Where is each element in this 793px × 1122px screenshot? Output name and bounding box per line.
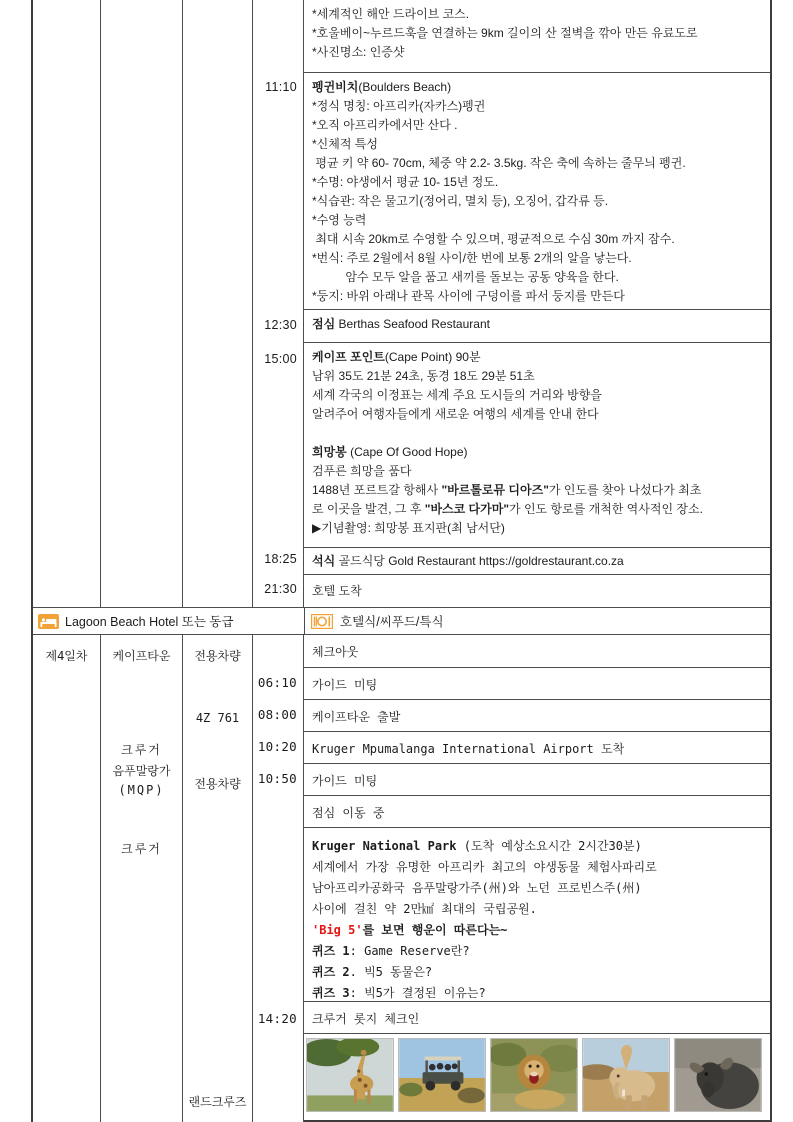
penguin-line: 암수 모두 알을 품고 새끼를 돌보는 공동 양육을 한다. — [312, 270, 619, 284]
guide-meeting-line-2: 가이드 미팅 — [312, 774, 378, 788]
penguin-line: 최대 시속 20km로 수영할 수 있으며, 평균적으로 수심 30m 까지 잠수. — [312, 232, 675, 246]
photo-spot-note: ▶기념촬영: 희망봉 표지판(최 남서단) — [312, 521, 505, 535]
safari-vehicle-photo — [398, 1038, 486, 1112]
kruger-line: 세계에서 가장 유명한 아프리카 최고의 야생동물 체험사파리로 — [312, 860, 657, 874]
hotel-arrival-cell — [304, 575, 770, 607]
dinner-line: 석식 골드식당 Gold Restaurant https://goldrestaurant.co.za — [312, 554, 624, 568]
capetown-departure-cell — [304, 700, 770, 732]
good-hope-subtitle: 검푸른 희망을 품다 — [312, 464, 412, 478]
quiz-3: 퀴즈 3: 빅5가 결정된 이유는? — [312, 986, 486, 1000]
penguin-line: *오직 아프리카에서만 산다 . — [312, 118, 458, 132]
day3-description-column — [304, 0, 770, 607]
flight-number: 4Z 761 — [195, 711, 240, 725]
day3-section — [33, 0, 770, 607]
departure-line: 케이프타운 출발 — [312, 710, 401, 724]
kruger-line: 남아프리카공화국 음푸말랑가주(州)와 노던 프로빈스주(州) — [312, 881, 642, 895]
vehicle-private-2: 전용차량 — [194, 777, 241, 791]
day4-description-column — [304, 635, 770, 1122]
loc-mpumalanga: 음푸말랑가 — [112, 764, 171, 778]
day3-time-column — [253, 0, 304, 607]
day3-vehicle-cell — [183, 0, 253, 607]
lunch-transit-line: 점심 이동 중 — [312, 806, 385, 820]
meal-plan: 호텔식/씨푸드/특식 — [340, 615, 444, 629]
cape-point-cell — [304, 343, 770, 548]
penguin-title: 펭귄비치(Boulders Beach) — [312, 80, 452, 94]
penguin-line: *수명: 야생에서 평균 10- 15년 정도. — [312, 175, 499, 189]
loc-mqp-code: (MQP) — [118, 783, 165, 797]
time-2130: 21:30 — [264, 582, 297, 596]
time-1110: 11:10 — [265, 80, 297, 94]
time-1500: 15:00 — [264, 352, 297, 366]
airport-arrival-cell — [304, 732, 770, 764]
hotel-name: Lagoon Beach Hotel 또는 동급 — [65, 615, 234, 629]
loc-kruger-2: 크루거 — [121, 842, 162, 856]
guide-meeting-cell-2 — [304, 764, 770, 796]
penguin-line: 평균 키 약 60- 70cm, 체중 약 2.2- 3.5kg. 작은 축에 속하는 줄무늬 펭귄. — [312, 156, 686, 170]
kruger-park-cell — [304, 828, 770, 1002]
lunch-cell — [304, 310, 770, 343]
cape-line: 남위 35도 21분 24초, 동경 18도 29분 51초 — [312, 369, 535, 383]
day3-day-cell — [33, 0, 101, 607]
photo-strip — [304, 1034, 770, 1112]
hotel-arrival-line: 호텔 도착 — [312, 584, 362, 598]
bed-icon — [38, 614, 59, 629]
lodge-checkin-line: 크루거 롯지 체크인 — [312, 1012, 420, 1026]
lion-photo — [490, 1038, 578, 1112]
spacer — [312, 424, 764, 443]
day4-vehicle-column — [183, 635, 253, 1122]
checkout-line: 체크아웃 — [312, 645, 359, 659]
boulders-beach-cell — [304, 73, 770, 310]
drive-line-2: *호울베이~누르드훅을 연결하는 9km 길이의 산 절벽을 깎아 만든 유료도로 — [312, 26, 698, 40]
quiz-2: 퀴즈 2. 빅5 동물은? — [312, 965, 433, 979]
kruger-line: 사이에 걸친 약 2만㎢ 최대의 국립공원. — [312, 902, 537, 916]
giraffe-photo — [306, 1038, 394, 1112]
cape-line: 세계 각국의 이정표는 세계 주요 도시들의 거리와 방향을 — [312, 388, 602, 402]
diaz-line: 1488년 포르트갈 항해사 "바르톨로뮤 디아즈"가 인도를 찾아 나섰다가 최초 — [312, 483, 702, 497]
vehicle-landcruiser: 랜드크루즈 — [188, 1095, 247, 1109]
big5-line: 'Big 5'를 보면 행운이 따른다는~ — [312, 923, 508, 937]
time-1230: 12:30 — [264, 318, 297, 332]
itinerary-table — [31, 0, 772, 1122]
drive-line-1: *세계적인 해안 드라이브 코스. — [312, 7, 470, 21]
penguin-line: *수영 능력 — [312, 213, 367, 227]
drive-line-3: *사진명소: 인증샷 — [312, 45, 405, 59]
hotel-meal-row — [33, 607, 770, 635]
cape-point-title: 케이프 포인트(Cape Point) 90분 — [312, 350, 481, 364]
day4-day-cell — [33, 635, 101, 1122]
penguin-line: *신체적 특성 — [312, 137, 378, 151]
time-1050: 10:50 — [257, 771, 297, 786]
day4-time-column — [253, 635, 304, 1122]
wildlife-photos-cell — [304, 1034, 770, 1122]
day4-section — [33, 635, 770, 1122]
penguin-line: *식습관: 작은 물고기(정어리, 멸치 등), 오징어, 갑각류 등. — [312, 194, 609, 208]
time-1825: 18:25 — [264, 552, 297, 566]
cape-line: 알려주어 여행자들에게 새로운 여행의 세계를 안내 한다 — [312, 407, 599, 421]
guide-meeting-line: 가이드 미팅 — [312, 678, 378, 692]
time-0610: 06:10 — [257, 675, 297, 690]
day4-label: 제4일차 — [45, 649, 88, 663]
penguin-line: *정식 명칭: 아프리카(자카스)펭귄 — [312, 99, 486, 113]
guide-meeting-cell-1 — [304, 668, 770, 700]
lunch-line: 점심 Berthas Seafood Restaurant — [312, 317, 490, 331]
hotel-cell — [33, 608, 305, 634]
loc-kruger: 크루거 — [121, 743, 162, 757]
checkout-cell — [304, 635, 770, 668]
buffalo-photo — [674, 1038, 762, 1112]
penguin-line: *번식: 주로 2월에서 8월 사이/한 번에 보통 2개의 알을 낳는다. — [312, 251, 632, 265]
time-1420: 14:20 — [257, 1011, 297, 1026]
elephant-photo — [582, 1038, 670, 1112]
kruger-title: Kruger National Park (도착 예상소요시간 2시간30분) — [312, 839, 642, 853]
quiz-1: 퀴즈 1: Game Reserve란? — [312, 944, 470, 958]
lunch-transit-cell — [304, 796, 770, 828]
time-0800: 08:00 — [257, 707, 297, 722]
meal-icon — [311, 614, 333, 629]
airport-line: Kruger Mpumalanga International Airport 도착 — [312, 742, 625, 756]
gama-line: 로 이곳을 발견, 그 후 "바스코 다가마"가 인도 항로를 개척한 역사적인 장소. — [312, 502, 703, 516]
meals-cell — [305, 608, 770, 634]
chapmans-peak-cell — [304, 0, 770, 73]
loc-capetown: 케이프타운 — [112, 649, 171, 663]
dinner-cell — [304, 548, 770, 575]
day3-location-cell — [101, 0, 183, 607]
time-1020: 10:20 — [257, 739, 297, 754]
day4-location-column — [101, 635, 183, 1122]
lodge-checkin-cell — [304, 1002, 770, 1034]
good-hope-title: 희망봉 (Cape Of Good Hope) — [312, 445, 468, 459]
vehicle-private-1: 전용차량 — [194, 649, 241, 663]
penguin-line: *둥지: 바위 아래나 관목 사이에 구덩이를 파서 둥지를 만든다 — [312, 289, 625, 303]
restaurant-link[interactable]: https://goldrestaurant.co.za — [478, 554, 624, 568]
